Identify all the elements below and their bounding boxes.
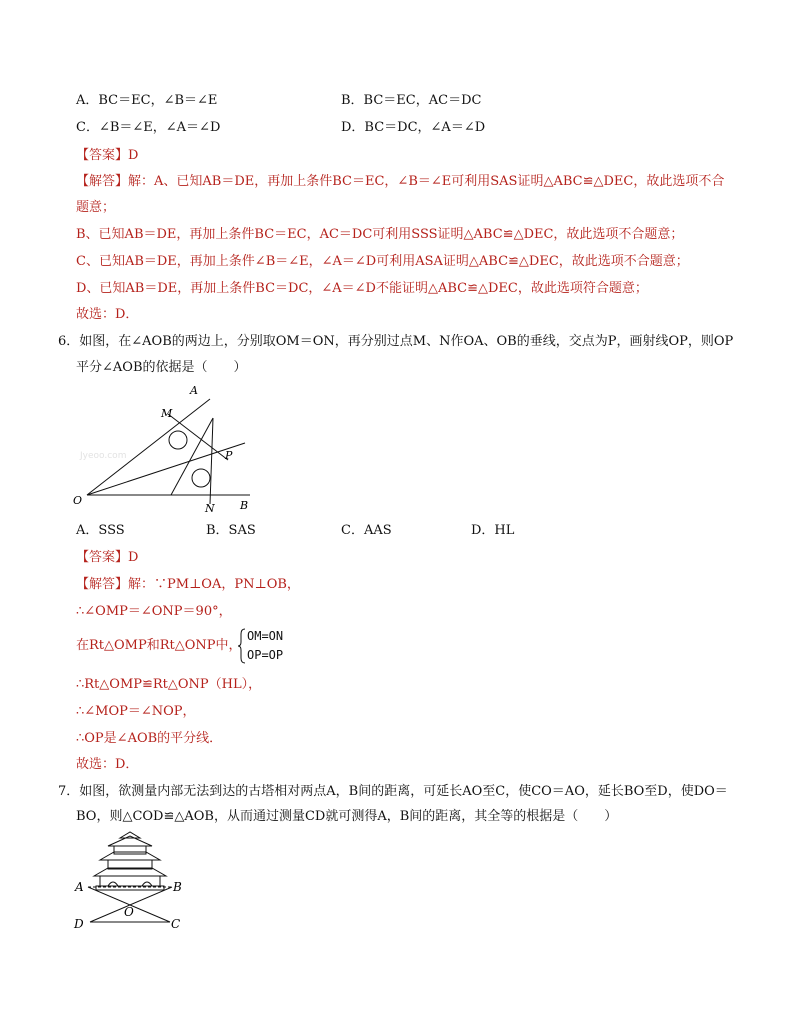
q5-solution-line-4: C、已知AB＝DE，再加上条件∠B＝∠E，∠A＝∠D可利用ASA证明△ABC≌△DEC，故此选项不合题意； xyxy=(76,254,689,269)
q7-label-b: B xyxy=(173,880,182,894)
q5-solution-line-2: 题意； xyxy=(76,200,116,215)
q6-option-a: A．SSS xyxy=(76,523,125,538)
q7-pagoda-figure xyxy=(70,830,190,935)
q6-option-d: D．HL xyxy=(471,523,515,538)
q6-stem-line-1: 6．如图，在∠AOB的两边上，分别取OM＝ON，再分别过点M、N作OA、OB的垂线，交点为P，画射线OP，则OP xyxy=(58,334,734,349)
q6-option-c: C．AAS xyxy=(341,523,392,538)
q6-solution-text-1: 解：∵PM⊥OA，PN⊥OB， xyxy=(128,577,300,592)
q5-solution-text-1: 解：A、已知AB＝DE，再加上条件BC＝EC，∠B＝∠E可利用SAS证明△ABC≌△DEC，故此选项不合 xyxy=(128,174,725,189)
q5-conclusion: 故选：D． xyxy=(76,307,139,322)
q6-solution-line-1 xyxy=(76,576,300,594)
q6-answer: 【答案】D xyxy=(76,550,139,565)
q6-solution-line-2: ∴∠OMP＝∠ONP＝90°， xyxy=(76,604,232,619)
ruler-hole-1 xyxy=(169,431,187,449)
q6-label-a: A xyxy=(190,384,198,397)
q6-angle-figure xyxy=(60,380,260,515)
q7-stem-line-2: BO，则△COD≌△AOB，从而通过测量CD就可测得A，B间的距离，其全等的根据是（ ） xyxy=(76,809,618,824)
q6-figure-watermark: Jyeoo.com xyxy=(80,451,127,461)
q5-answer: 【答案】D xyxy=(76,148,139,163)
q5-option-d: D．BC＝DC，∠A＝∠D xyxy=(341,120,486,135)
q6-solution-line-3: 在Rt△OMP和Rt△ONP中， xyxy=(76,638,242,653)
perpendicular-np xyxy=(210,418,213,504)
q6-label-p: P xyxy=(225,449,233,462)
q6-solution-line-5: ∴∠MOP＝∠NOP， xyxy=(76,704,196,719)
system-line-2: OP=OP xyxy=(247,648,284,662)
q5-solution-label: 【解答】 xyxy=(76,174,129,189)
perpendicular-mp xyxy=(168,414,228,460)
triangle-ruler-edge xyxy=(171,418,213,495)
q5-option-b: B．BC＝EC，AC＝DC xyxy=(341,93,482,108)
q6-label-o: O xyxy=(73,494,83,507)
q6-conclusion: 故选：D． xyxy=(76,757,139,772)
q5-solution-line-5: D、已知AB＝DE，再加上条件BC＝DC，∠A＝∠D不能证明△ABC≌△DEC，故此选项符合题意； xyxy=(76,281,648,296)
q5-solution-line-1 xyxy=(76,173,724,191)
system-line-1: OM=ON xyxy=(247,629,284,643)
q6-option-b: B．SAS xyxy=(206,523,256,538)
q7-label-d: D xyxy=(74,917,84,931)
q6-label-m: M xyxy=(161,407,173,420)
q5-option-a: A．BC＝EC，∠B＝∠E xyxy=(76,93,218,108)
q7-label-a: A xyxy=(75,880,84,894)
ruler-hole-2 xyxy=(192,469,210,487)
q6-stem-line-2: 平分∠AOB的依据是（ ） xyxy=(76,360,247,375)
brace-icon xyxy=(237,628,247,664)
q6-solution-line-4: ∴Rt△OMP≌Rt△ONP（HL）， xyxy=(76,677,262,692)
q7-label-c: C xyxy=(171,917,181,931)
q5-option-c: C．∠B＝∠E，∠A＝∠D xyxy=(76,120,221,135)
q6-solution-line-6: ∴OP是∠AOB的平分线． xyxy=(76,731,223,746)
ray-oa xyxy=(87,399,210,495)
q6-label-n: N xyxy=(205,502,215,515)
q7-label-o: O xyxy=(124,905,134,919)
q6-label-b: B xyxy=(240,499,249,512)
q5-solution-line-3: B、已知AB＝DE，再加上条件BC＝EC，AC＝DC可利用SSS证明△ABC≌△DEC，故此选项不合题意； xyxy=(76,227,684,242)
q6-solution-label: 【解答】 xyxy=(76,577,129,592)
q7-stem-line-1: 7．如图，欲测量内部无法到达的古塔相对两点A，B间的距离，可延长AO至C，使CO＝AO，延长BO至D，使DO＝ xyxy=(58,784,728,799)
